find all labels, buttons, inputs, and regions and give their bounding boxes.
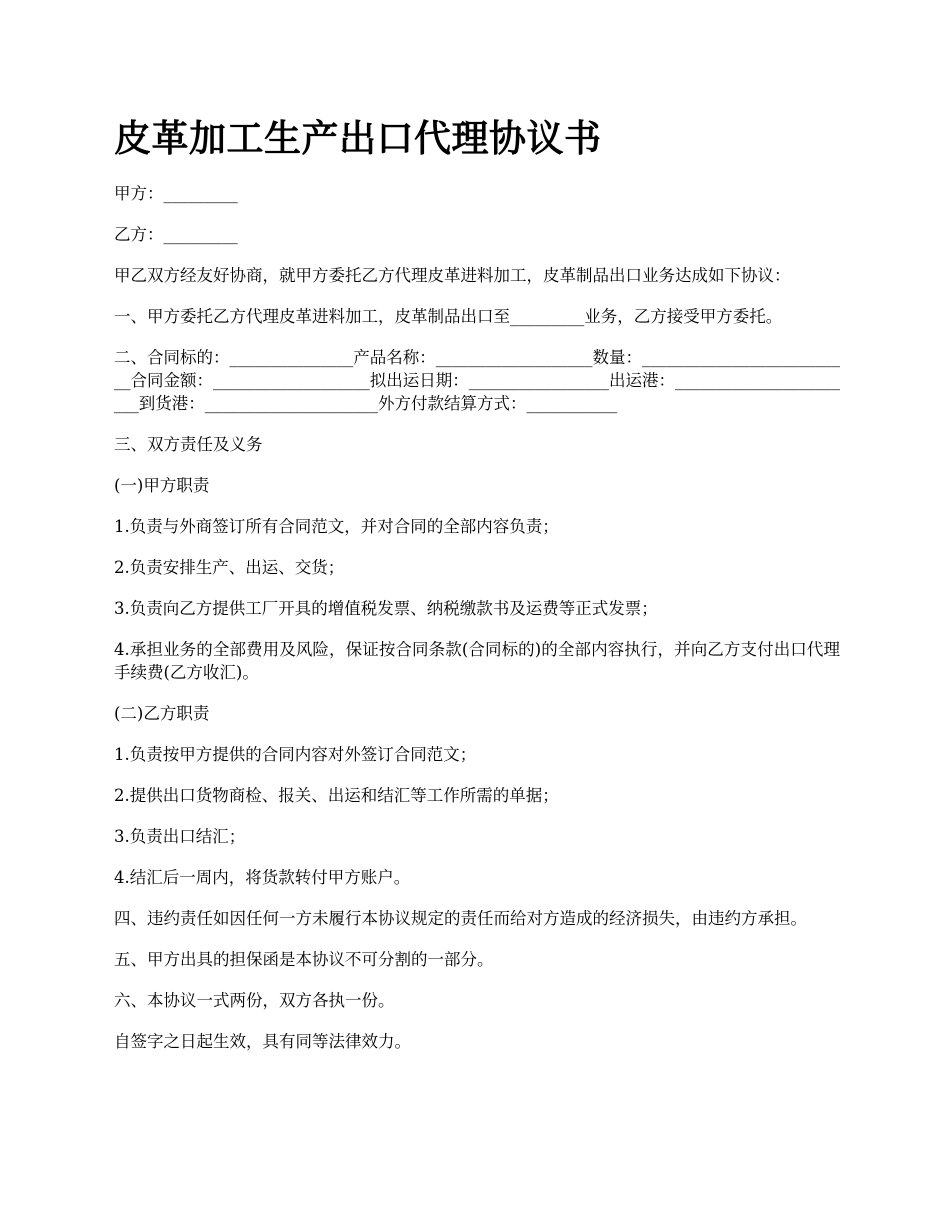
party-a-duties-heading: (一)甲方职责 [114,476,210,495]
article-6: 六、本协议一式两份，双方各执一份。 [114,991,395,1010]
document-page [114,112,840,1071]
party-a-duty-3: 3.负责向乙方提供工厂开具的增值税发票、纳税缴款书及运费等正式发票； [114,599,658,618]
party-b-duty-2: 2.提供出口货物商检、报关、出运和结汇等工作所需的单据； [114,786,559,805]
intro-paragraph: 甲乙双方经友好协商，就甲方委托乙方代理皮革进料加工，皮革制品出口业务达成如下协议： [114,266,791,285]
article-5: 五、甲方出具的担保函是本协议不可分割的一部分。 [114,950,494,969]
party-b-duty-1: 1.负责按甲方提供的合同内容对外签订合同范文； [114,745,477,764]
article-3-heading: 三、双方责任及义务 [114,435,263,454]
party-b-duties-heading: (二)乙方职责 [114,704,210,723]
article-4: 四、违约责任如因任何一方未履行本协议规定的责任而给对方造成的经济损失，由违约方承担。 [114,909,807,928]
party-a-duty-2: 2.负责安排生产、出运、交货； [114,558,345,577]
article-1: 一、甲方委托乙方代理皮革进料加工，皮革制品出口至_________业务，乙方接受甲方委托。 [114,307,783,326]
party-a-duty-1: 1.负责与外商签订所有合同范文，并对合同的全部内容负责； [114,517,559,536]
closing-line: 自签字之日起生效，具有同等法律效力。 [114,1032,411,1051]
article-2: 二、合同标的：_______________产品名称：___________________数量：__________________________合同金额：___________________拟出运日期：_________________出运港：_______________________到货港：_____________________外方付款结算方式：___________ [114,348,840,413]
party-a-duty-4: 4.承担业务的全部费用及风险，保证按合同条款(合同标的)的全部内容执行，并向乙方支付出口代理手续费(乙方收汇)。 [114,640,840,682]
party-b-duty-3: 3.负责出口结汇； [114,827,246,846]
document-title: 皮革加工生产出口代理协议书 [114,116,602,160]
party-b-line: 乙方：_________ [114,225,238,244]
party-b-duty-4: 4.结汇后一周内，将货款转付甲方账户。 [114,868,411,887]
party-a-line: 甲方：_________ [114,184,238,203]
